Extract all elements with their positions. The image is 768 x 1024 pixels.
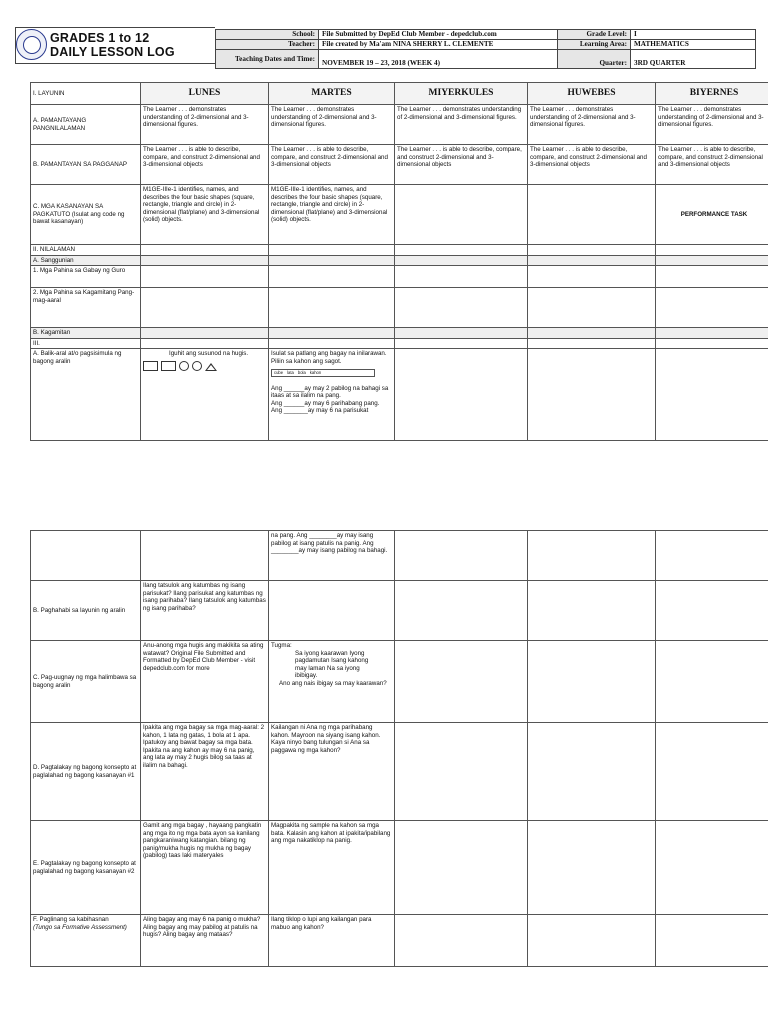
paglinang-label: F. Paglinang sa kabihasnan <box>33 916 109 923</box>
page-title <box>50 31 175 59</box>
layunin-heading: I. LAYUNIN <box>31 83 141 105</box>
day-header-lunes: LUNES <box>141 83 269 105</box>
lesson-log-table-page-2 <box>30 530 768 967</box>
day-header-miyerkules: MIYERKULES <box>395 83 528 105</box>
cell-text: The Learner . . . is able to describe, compare, and construct 2-dimensional and 3-dimensional objects <box>269 145 395 185</box>
cell-text: The Learner . . . demonstrates understanding of 2-dimensional and 3-dimensional figures. <box>395 105 528 145</box>
circle-shape <box>192 361 202 371</box>
cell-text: The Learner . . . is able to describe, compare, and construct 2-dimensional and 3-dimensional objects <box>141 145 269 185</box>
grade-value: I <box>631 30 756 40</box>
rectangle-shape <box>161 361 176 371</box>
lunes-pag-uugnay: Anu-anong mga hugis ang makikita sa ating watawat? Original File Submitted and Formatted by DepEd Club Member - visit depedclub.com for more <box>141 641 269 723</box>
triangle-shape <box>205 363 217 371</box>
martes-balik-item-3: Ang _______ay may 6 na parisukat <box>271 407 369 415</box>
rectangle-shape <box>143 361 158 371</box>
martes-paglinang: Ilang tiklop o lupi ang kailangan para mabuo ang kahon? <box>269 915 395 967</box>
row-label-balik-aral: A. Balik-aral at/o pagsisimula ng bagong aralin <box>31 349 141 441</box>
school-value: File Submitted by DepEd Club Member - depedclub.com <box>319 30 558 40</box>
row-label-nilalaman: II. NILALAMAN <box>31 245 141 256</box>
grade-label: Grade Level: <box>558 30 631 40</box>
cell-text: M1GE-IIIe-1 identifies, names, and describes the four basic shapes (square, rectangle, triangle and circle) in 2-dimensional (flat/plane) and 3-dimensional (solid) objects. <box>269 185 395 245</box>
row-label-pagtalakay-1: D. Pagtalakay ng bagong konsepto at paglalahad ng bagong kasanayan #1 <box>31 723 141 821</box>
quarter-label: Quarter: <box>558 50 631 69</box>
day-header-huwebes: HUWEBES <box>528 83 656 105</box>
row-label-pag-uugnay: C. Pag-uugnay ng mga halimbawa sa bagong aralin <box>31 641 141 723</box>
area-value: MATHEMATICS <box>631 40 756 50</box>
row-label-paghahabi: B. Paghahabi sa layunin ng aralin <box>31 581 141 641</box>
cell-text: The Learner . . . is able to describe, compare, and construct 2-dimensional and 3-dimensional objects <box>395 145 528 185</box>
row-label-paglinang <box>31 915 141 967</box>
lunes-paglinang: Aling bagay ang may 6 na panig o mukha? Aling bagay ang may pabilog at patulis na hugis? Aling bagay ang mataas? <box>141 915 269 967</box>
martes-balik-cell <box>269 349 395 441</box>
tugma-poem: Sa iyong kaarawan Iyong pagdamutan Isang kahong may laman Na sa iyong ibibigay. <box>295 649 369 680</box>
choice: cube <box>274 369 284 375</box>
martes-pagtalakay-2: Magpakita ng sample na kahon sa mga bata. Kalasin ang kahon at ipakita/ipabilang ang mga nakatiklop na panig. <box>269 821 395 915</box>
choice: bola <box>297 369 306 375</box>
row-label-sanggunian: A. Sanggunian <box>31 255 141 266</box>
circle-shape <box>179 361 189 371</box>
cell-text: M1GE-IIIe-1 identifies, names, and describes the four basic shapes (square, rectangle, triangle and circle) in 2-dimensional (flat/plane) and 3-dimensional (solid) objects. <box>141 185 269 245</box>
performance-task: PERFORMANCE TASK <box>656 185 768 245</box>
martes-balik-intro: Isulat sa patlang ang bagay na inilarawan. <box>271 350 387 358</box>
cell-text: The Learner . . . demonstrates understanding of 2-dimensional and 3-dimensional figures. <box>269 105 395 145</box>
lunes-pagtalakay-2: Gamit ang mga bagay , hayaang pangkatin ang mga ito ng mga bata ayon sa kanilang pangkaraniwang katangian. bilang ng panig/mukha hugis ng mukha ng bagay (pabilog) taas laki materyales <box>141 821 269 915</box>
dates-value: NOVEMBER 19 – 23, 2018 (WEEK 4) <box>319 50 558 69</box>
choice: lata <box>287 369 294 375</box>
day-header-martes: MARTES <box>269 83 395 105</box>
answer-choices-box <box>271 369 375 377</box>
tugma-question: Ano ang nais ibigay sa may kaarawan? <box>279 679 387 687</box>
choice: kahon <box>309 369 322 375</box>
cell-text: The Learner . . . is able to describe, compare, and construct 2-dimensional and 3-dimensional objects <box>528 145 656 185</box>
day-header-biyernes: BIYERNES <box>656 83 768 105</box>
martes-pag-uugnay <box>269 641 395 723</box>
teacher-label: Teacher: <box>216 40 319 50</box>
lesson-log-table-page-1 <box>30 82 768 441</box>
school-label: School: <box>216 30 319 40</box>
lunes-balik-cell <box>141 349 269 441</box>
cell-text: The Learner . . . is able to describe, compare, and construct 2-dimensional and 3-dimensional objects <box>656 145 768 185</box>
row-label-pagtalakay-2: E. Pagtalakay ng bagong konsepto at paglalahad ng bagong kasanayan #2 <box>31 821 141 915</box>
shape-sequence <box>143 361 266 371</box>
martes-balik-item-2: Ang ______ay may 6 parihabang pang. <box>271 399 380 407</box>
quarter-value: 3RD QUARTER <box>631 50 756 69</box>
lunes-pagtalakay-1: Ipakita ang mga bagay sa mga mag-aaral: 2 kahon, 1 lata ng gatas, 1 bola at 1 apa. Ipatukoy ang bawat bagay sa mga bata. Ipakita na ang kahon ay may 6 na panig, ang lata ay may 2 hugis bilog sa taas at ilalim na bahagi. <box>141 723 269 821</box>
row-label-kagamitang-pang-mag-aaral: 2. Mga Pahina sa Kagamitang Pang-mag-aaral <box>31 288 141 328</box>
title-line-2: DAILY LESSON LOG <box>50 45 175 59</box>
martes-pagtalakay-1: Kailangan ni Ana ng mga parihabang kahon. Mayroon na siyang isang kahon. Kaya ninyo bang tulungan si Ana sa paggawa ng mga kahon? <box>269 723 395 821</box>
row-label-pamantayang-pangnilalaman: A. PAMANTAYANG PANGNILALAMAN <box>31 105 141 145</box>
title-line-1: GRADES 1 to 12 <box>50 31 150 45</box>
row-label-iii: III. <box>31 338 141 349</box>
lunes-paghahabi: Ilang tatsulok ang katumbas ng isang parisukat? Ilang parisukat ang katumbas ng isang parihaba? Ilang tatsulok ang katumbas ng isang parihaba? <box>141 581 269 641</box>
row-label-gabay-ng-guro: 1. Mga Pahina sa Gabay ng Guro <box>31 266 141 288</box>
teacher-value: File created by Ma'am NINA SHERRY L. CLEMENTE <box>319 40 558 50</box>
row-label-pamantayan-sa-pagganap: B. PAMANTAYAN SA PAGGANAP <box>31 145 141 185</box>
dates-label: Teaching Dates and Time: <box>216 50 319 69</box>
tugma-label: Tugma: <box>271 642 292 649</box>
cell-text: The Learner . . . demonstrates understanding of 2-dimensional and 3-dimensional figures. <box>528 105 656 145</box>
martes-balik-item-1: Ang ______ay may 2 pabilog na bahagi sa itaas at sa ilalim na pang. <box>271 384 389 400</box>
martes-continuation: na pang. Ang ________ay may isang pabilog at isang patulis na panig. Ang ________ay may isang pabilog na bahagi. <box>269 531 395 581</box>
header-info-table <box>215 29 756 69</box>
row-label-mga-kasanayan: C. MGA KASANAYAN SA PAGKATUTO (Isulat ang code ng bawat kasanayan) <box>31 185 141 245</box>
deped-seal-logo <box>16 29 47 60</box>
martes-balik-instruction: Piliin sa kahon ang sagot. <box>271 357 342 365</box>
area-label: Learning Area: <box>558 40 631 50</box>
cell-text: The Learner . . . demonstrates understanding of 2-dimensional and 3-dimensional figures. <box>141 105 269 145</box>
row-label-kagamitan: B. Kagamitan <box>31 328 141 339</box>
paglinang-sublabel: (Tungo sa Formative Assessment) <box>33 923 127 931</box>
lunes-balik-text: Iguhit ang susunod na hugis. <box>169 350 249 358</box>
cell-text: The Learner . . . demonstrates understanding of 2-dimensional and 3-dimensional figures. <box>656 105 768 145</box>
